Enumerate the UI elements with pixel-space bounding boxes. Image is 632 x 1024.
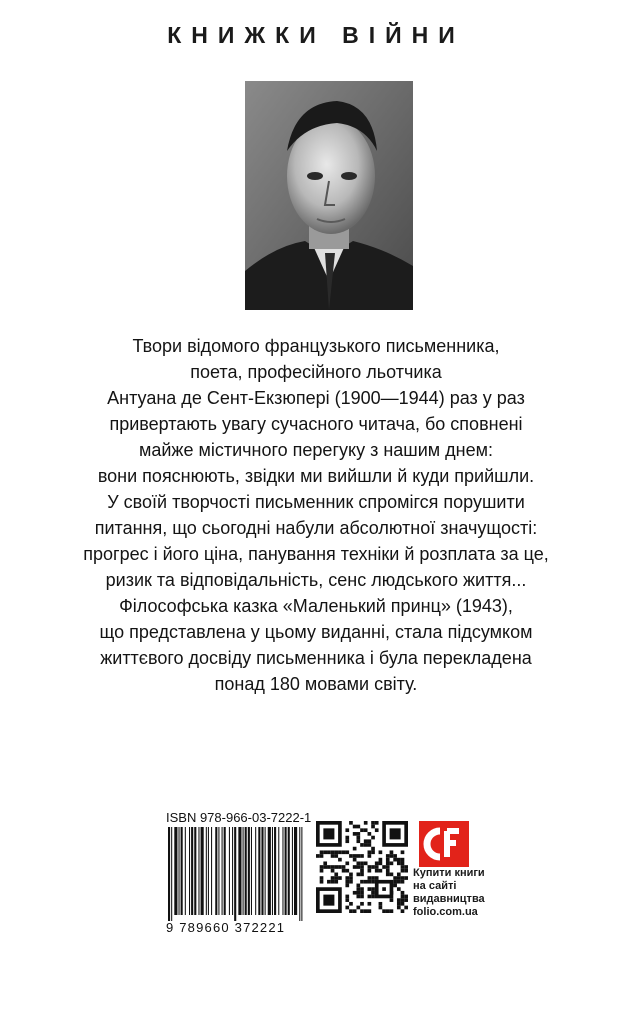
buy-line: Купити книги bbox=[413, 867, 485, 879]
portrait-photo-icon bbox=[245, 81, 413, 310]
blurb-line: що представлена у цьому виданні, стала підсумком bbox=[99, 622, 533, 642]
blurb-line: Філософська казка «Маленький принц» (1943), bbox=[119, 596, 513, 616]
author-portrait bbox=[245, 81, 413, 310]
publisher-logo bbox=[419, 821, 469, 867]
blurb-line: привертають увагу сучасного читача, бо сповнені bbox=[109, 414, 523, 434]
series-title: КНИЖКИ ВІЙНИ bbox=[167, 22, 465, 48]
blurb-line: майже містичного перегуку з нашим днем: bbox=[138, 440, 493, 460]
blurb-line: поета, професійного льотчика bbox=[190, 362, 442, 382]
barcode-digits: 9 789660 372221 bbox=[166, 920, 286, 935]
buy-line: на сайті bbox=[413, 880, 457, 892]
book-description bbox=[60, 333, 572, 697]
blurb-line: вони пояснюють, звідки ми вийшли й куди прийшли. bbox=[97, 466, 535, 486]
blurb-line: понад 180 мовами світу. bbox=[214, 674, 418, 694]
blurb-line: питання, що сьогодні набули абсолютної значущості: bbox=[94, 518, 538, 538]
barcode-icon bbox=[166, 827, 306, 921]
blurb-line: У своїй творчості письменник спромігся порушити bbox=[107, 492, 525, 512]
isbn-number: ISBN 978-966-03-7222-1 bbox=[166, 810, 312, 825]
buy-line: видавництва bbox=[413, 893, 485, 905]
publisher-site-note[interactable] bbox=[413, 867, 493, 919]
folio-logo-icon bbox=[419, 821, 469, 867]
blurb-line: прогрес і його ціна, панування техніки й розплата за це, bbox=[83, 544, 549, 564]
blurb-line: Твори відомого французького письменника, bbox=[132, 336, 500, 356]
qr-code-icon[interactable] bbox=[316, 821, 408, 913]
blurb-line: ризик та відповідальність, сенс людського життя... bbox=[105, 570, 527, 590]
publisher-url-link[interactable]: folio.com.ua bbox=[413, 906, 478, 918]
blurb-line: життєвого досвіду письменника і була перекладена bbox=[100, 648, 532, 668]
blurb-line: Антуана де Сент-Екзюпері (1900—1944) раз у раз bbox=[107, 388, 525, 408]
